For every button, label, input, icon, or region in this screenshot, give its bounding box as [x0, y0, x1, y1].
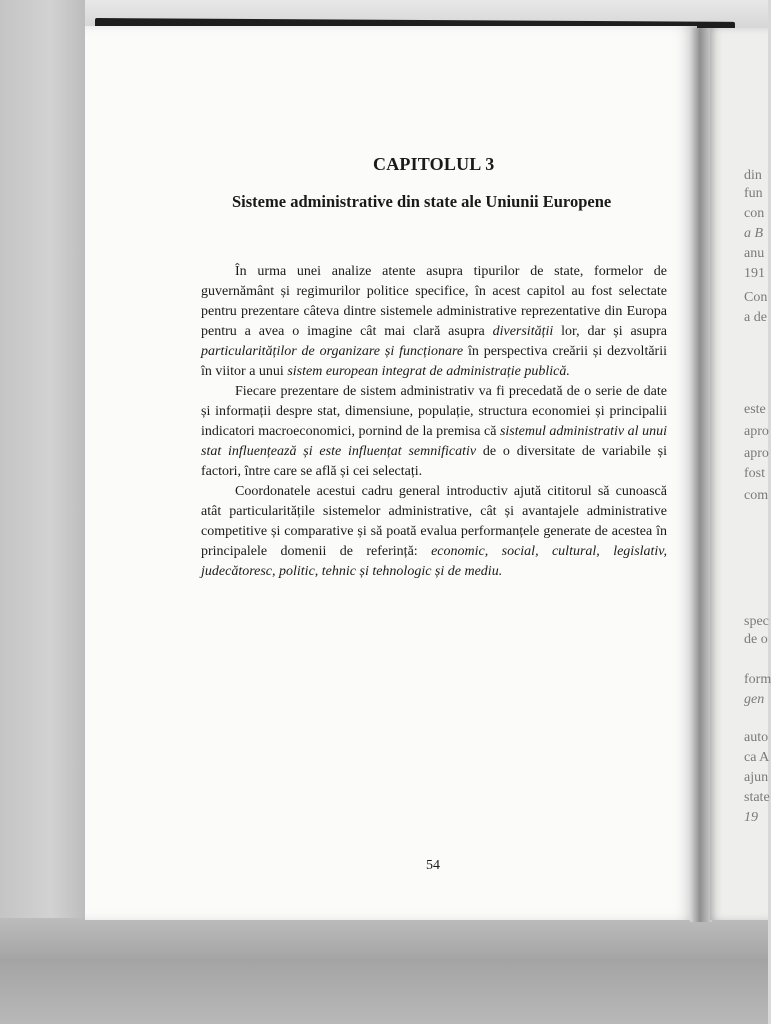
- next-page-fragment: fost: [744, 466, 765, 481]
- chapter-subtitle: Sisteme administrative din state ale Uniunii Europene: [232, 192, 612, 211]
- next-page-fragment: gen: [744, 692, 765, 707]
- next-page-fragment: con: [744, 206, 765, 221]
- next-page-fragment: auto: [744, 730, 769, 745]
- next-page-fragment: ca A: [744, 750, 770, 765]
- next-page-fragment: com: [744, 488, 769, 503]
- paragraph: [201, 262, 667, 382]
- next-page-fragment: din: [744, 168, 762, 183]
- next-page-fragment: apro: [744, 424, 769, 439]
- text-run: lor, dar și asupra: [553, 324, 667, 339]
- next-page-fragment: apro: [744, 446, 769, 461]
- text-run: de o diversitate de variabile și factori, între care se află și cei selectați.: [201, 444, 667, 479]
- book-gutter: [690, 28, 712, 922]
- text-run: În urma unei analize atente asupra tipurilor de state, formelor de guvernământ și regimurilor politice specifice, în acest capitol au fost selectate pentru prezentare câteva dintre sistemele administrative reprezentative din Europa pentru a avea o imagine cât mai clară asupra: [201, 264, 667, 339]
- next-page-fragment: state: [744, 790, 770, 805]
- background-bottom: [0, 918, 768, 1024]
- italic-run: diversității: [492, 324, 554, 339]
- text-run: Fiecare prezentare de sistem administrativ va fi precedată de o serie de date și informații despre stat, dimensiune, populație, structura economiei și principalii indicatori macroeconomici, pornind de la premisa că: [201, 384, 667, 439]
- italic-run: sistem european integrat de administrație publică.: [287, 364, 570, 379]
- next-page-fragment: 191: [744, 266, 765, 281]
- next-page-fragment: Con: [744, 290, 768, 305]
- next-page-fragment: a B: [744, 226, 764, 241]
- chapter-body: [201, 262, 667, 582]
- italic-run: economic, social, cultural, legislativ, judecătoresc, politic, tehnic și tehnologic și de mediu.: [201, 544, 667, 579]
- page-number: 54: [426, 858, 440, 873]
- next-page-fragment: a de: [744, 310, 767, 325]
- next-page-fragment: 19: [744, 810, 758, 825]
- next-page-fragment: ajun: [744, 770, 769, 785]
- next-page-fragment: de o: [744, 632, 768, 647]
- next-page-fragment: fun: [744, 186, 763, 201]
- text-run: în perspectiva creării și dezvoltării în viitor a unui: [201, 344, 667, 379]
- paragraph: [201, 382, 667, 482]
- next-page-fragment: form: [744, 672, 771, 687]
- paragraph: [201, 482, 667, 582]
- next-page-fragment: este: [744, 402, 766, 417]
- background-left: [0, 0, 85, 1024]
- next-page-fragment: spec: [744, 614, 769, 629]
- next-page-edge: [710, 28, 771, 920]
- chapter-title: CAPITOLUL 3: [373, 154, 495, 174]
- text-run: Coordonatele acestui cadru general introductiv ajută cititorul să cunoască atât particularitățile sistemelor administrative, cât și avantajele administrative competitive și comparative și să poată evalua performanțele generate de acestea în principalele domenii de referință:: [201, 484, 667, 559]
- italic-run: sistemul administrativ al unui stat influențează și este influențat semnificativ: [201, 424, 667, 459]
- italic-run: particularităților de organizare și funcționare: [201, 344, 464, 359]
- next-page-fragment: anu: [744, 246, 765, 261]
